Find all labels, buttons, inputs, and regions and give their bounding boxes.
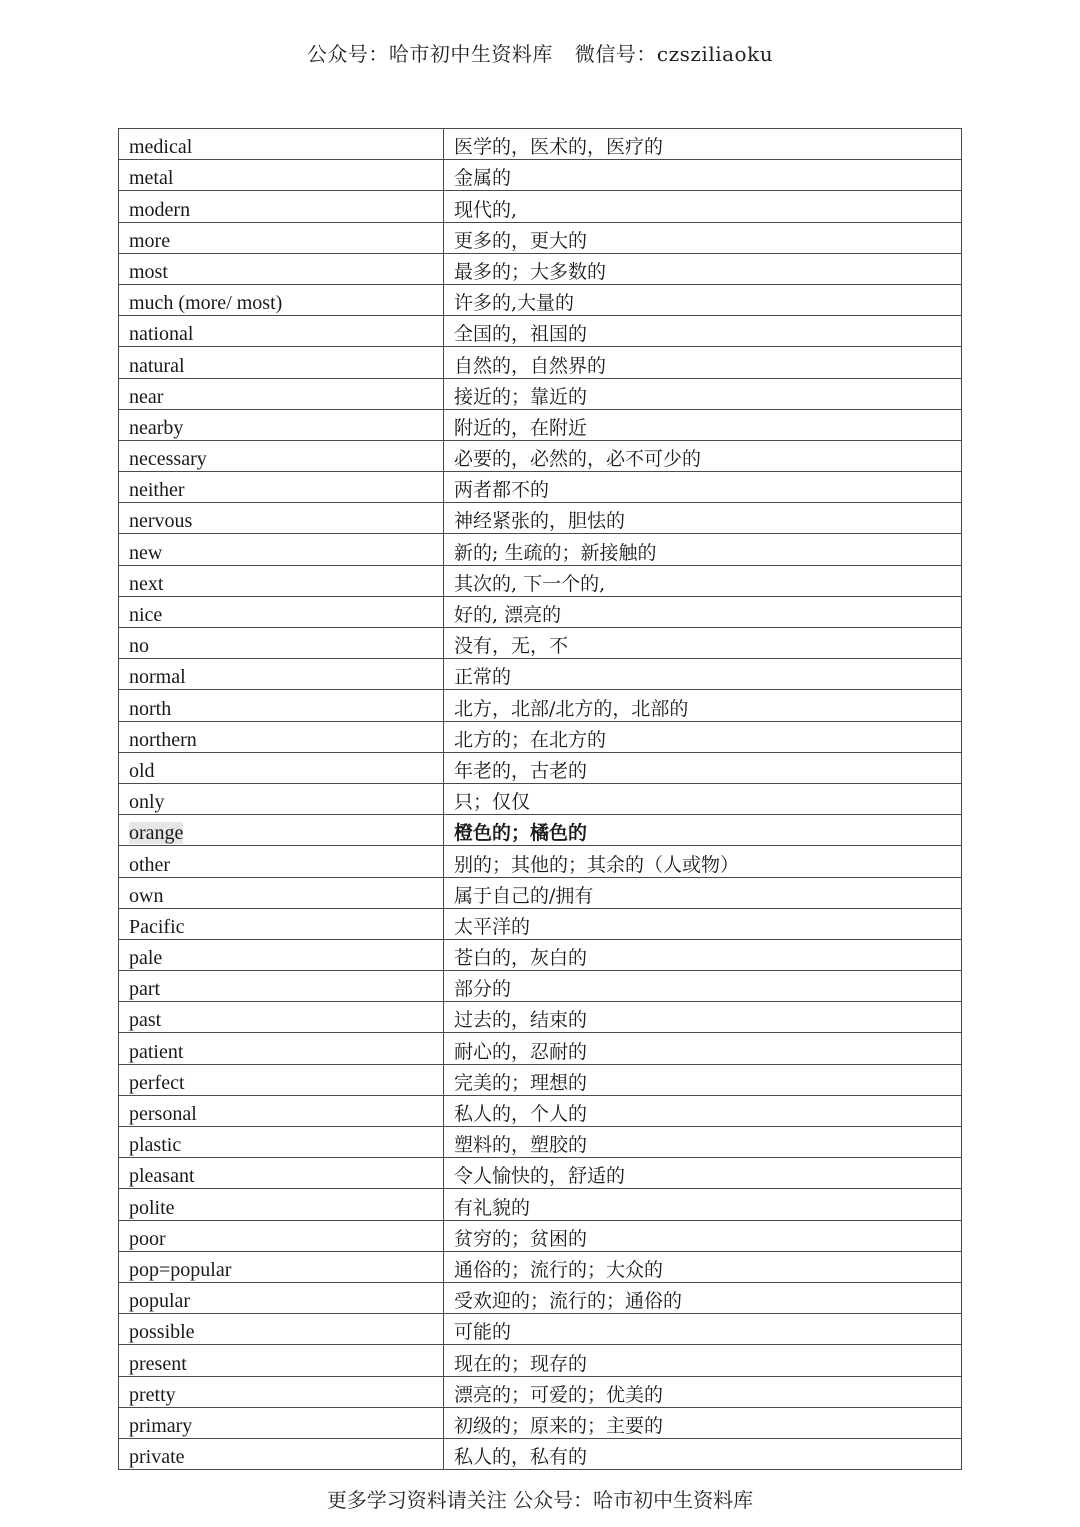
table-row: [119, 1314, 962, 1345]
page-header: [0, 38, 1080, 67]
table-row: [119, 1438, 962, 1469]
english-word: primary: [129, 1414, 193, 1437]
table-row: [119, 1095, 962, 1126]
chinese-meaning: 完美的；理想的: [454, 1071, 588, 1094]
chinese-meaning: 部分的: [454, 978, 512, 1001]
page-footer: [0, 1484, 1080, 1513]
table-row: [119, 628, 962, 659]
chinese-meaning: 现代的,: [454, 198, 518, 221]
chinese-meaning-cell: [444, 783, 962, 814]
english-word: old: [129, 759, 155, 782]
english-word-cell: [119, 846, 444, 877]
chinese-meaning: 只；仅仅: [454, 791, 531, 814]
chinese-meaning: 必要的，必然的，必不可少的: [454, 448, 702, 471]
english-word: polite: [129, 1196, 175, 1219]
english-word: pale: [129, 947, 163, 970]
english-word-cell: [119, 1220, 444, 1251]
chinese-meaning-cell: [444, 659, 962, 690]
chinese-meaning: 贫穷的；贫困的: [454, 1227, 588, 1250]
chinese-meaning-cell: [444, 815, 962, 846]
english-word-cell: [119, 1314, 444, 1345]
chinese-meaning-cell: [444, 752, 962, 783]
table-row: [119, 1158, 962, 1189]
table-row: [119, 1251, 962, 1282]
english-word: near: [129, 385, 164, 408]
chinese-meaning: 私人的，私有的: [454, 1446, 588, 1469]
english-word: part: [129, 978, 161, 1001]
table-row: [119, 877, 962, 908]
table-row: [119, 440, 962, 471]
english-word-cell: [119, 1127, 444, 1158]
header-account-name: 公众号：哈市初中生资料库: [306, 42, 553, 66]
chinese-meaning: 神经紧张的，胆怯的: [454, 510, 626, 533]
english-word-cell: [119, 908, 444, 939]
chinese-meaning: 现在的；现存的: [454, 1352, 588, 1375]
english-word-cell: [119, 534, 444, 565]
english-word-cell: [119, 222, 444, 253]
english-word-cell: [119, 1438, 444, 1469]
chinese-meaning-cell: [444, 690, 962, 721]
english-word-cell: [119, 939, 444, 970]
chinese-meaning: 最多的；大多数的: [454, 260, 607, 283]
chinese-meaning-cell: [444, 1407, 962, 1438]
chinese-meaning-cell: [444, 409, 962, 440]
english-word: modern: [129, 198, 191, 221]
chinese-meaning: 许多的,大量的: [454, 292, 575, 315]
english-word: possible: [129, 1321, 195, 1344]
table-row: [119, 1220, 962, 1251]
chinese-meaning-cell: [444, 1438, 962, 1469]
table-row: [119, 971, 962, 1002]
table-row: [119, 378, 962, 409]
english-word: more: [129, 229, 171, 252]
chinese-meaning: 属于自己的/拥有: [454, 884, 594, 907]
english-word: most: [129, 260, 168, 283]
chinese-meaning-cell: [444, 596, 962, 627]
english-word-cell: [119, 440, 444, 471]
english-word-cell: [119, 971, 444, 1002]
table-row: [119, 908, 962, 939]
chinese-meaning: 正常的: [454, 666, 512, 689]
english-word-cell: [119, 284, 444, 315]
english-word-cell: [119, 409, 444, 440]
table-row: [119, 1345, 962, 1376]
chinese-meaning: 初级的；原来的；主要的: [454, 1414, 664, 1437]
english-word: poor: [129, 1227, 166, 1250]
chinese-meaning: 医学的，医术的，医疗的: [454, 136, 664, 159]
table-row: [119, 534, 962, 565]
english-word: medical: [129, 136, 193, 159]
english-word: nearby: [129, 416, 184, 439]
english-word-cell: [119, 378, 444, 409]
table-row: [119, 596, 962, 627]
chinese-meaning-cell: [444, 534, 962, 565]
chinese-meaning-cell: [444, 440, 962, 471]
table-row: [119, 222, 962, 253]
chinese-meaning-cell: [444, 565, 962, 596]
english-word-cell: [119, 347, 444, 378]
chinese-meaning: 苍白的，灰白的: [454, 947, 588, 970]
chinese-meaning-cell: [444, 316, 962, 347]
english-word: past: [129, 1009, 162, 1032]
english-word-cell: [119, 1033, 444, 1064]
table-row: [119, 815, 962, 846]
table-row: [119, 503, 962, 534]
english-word: patient: [129, 1040, 184, 1063]
english-word-cell: [119, 628, 444, 659]
chinese-meaning: 自然的，自然界的: [454, 354, 607, 377]
english-word: other: [129, 853, 171, 876]
english-word: pop=popular: [129, 1258, 232, 1281]
chinese-meaning-cell: [444, 160, 962, 191]
chinese-meaning: 更多的，更大的: [454, 229, 588, 252]
english-word: private: [129, 1446, 185, 1469]
chinese-meaning: 别的；其他的；其余的（人或物）: [454, 853, 740, 876]
chinese-meaning-cell: [444, 1033, 962, 1064]
english-word: own: [129, 884, 164, 907]
english-word-cell: [119, 160, 444, 191]
english-word-cell: [119, 1002, 444, 1033]
chinese-meaning-cell: [444, 1158, 962, 1189]
chinese-meaning-cell: [444, 1127, 962, 1158]
chinese-meaning: 令人愉快的，舒适的: [454, 1165, 626, 1188]
chinese-meaning-cell: [444, 129, 962, 160]
english-word-cell: [119, 565, 444, 596]
chinese-meaning-cell: [444, 1189, 962, 1220]
english-word-cell: [119, 783, 444, 814]
table-row: [119, 565, 962, 596]
chinese-meaning-cell: [444, 253, 962, 284]
english-word: nervous: [129, 510, 193, 533]
table-row: [119, 347, 962, 378]
english-word: pleasant: [129, 1165, 195, 1188]
chinese-meaning: 太平洋的: [454, 915, 531, 938]
english-word: personal: [129, 1103, 197, 1125]
chinese-meaning: 私人的，个人的: [454, 1103, 588, 1125]
english-word: metal: [129, 167, 174, 190]
table-row: [119, 783, 962, 814]
chinese-meaning-cell: [444, 472, 962, 503]
english-word: new: [129, 541, 163, 564]
chinese-meaning: 可能的: [454, 1321, 512, 1344]
chinese-meaning-cell: [444, 1345, 962, 1376]
table-row: [119, 1033, 962, 1064]
english-word-cell: [119, 191, 444, 222]
table-row: [119, 472, 962, 503]
english-word-cell: [119, 129, 444, 160]
chinese-meaning: 好的, 漂亮的: [454, 604, 562, 626]
chinese-meaning: 全国的，祖国的: [454, 323, 588, 346]
chinese-meaning-cell: [444, 1251, 962, 1282]
chinese-meaning-cell: [444, 1376, 962, 1407]
chinese-meaning: 塑料的，塑胶的: [454, 1134, 588, 1157]
chinese-meaning: 附近的，在附近: [454, 416, 588, 439]
table-row: [119, 846, 962, 877]
table-row: [119, 1282, 962, 1313]
english-word: plastic: [129, 1134, 182, 1157]
english-word-cell: [119, 659, 444, 690]
english-word-cell: [119, 877, 444, 908]
english-word: Pacific: [129, 915, 185, 938]
english-word: popular: [129, 1290, 191, 1313]
table-row: [119, 1189, 962, 1220]
english-word-cell: [119, 1376, 444, 1407]
chinese-meaning: 受欢迎的；流行的；通俗的: [454, 1290, 683, 1313]
table-row: [119, 160, 962, 191]
english-word: north: [129, 697, 172, 720]
chinese-meaning: 金属的: [454, 167, 512, 190]
chinese-meaning-cell: [444, 1064, 962, 1095]
footer-text: 更多学习资料请关注 公众号：哈市初中生资料库: [326, 1488, 754, 1512]
chinese-meaning-cell: [444, 347, 962, 378]
english-word: next: [129, 572, 164, 595]
english-word: national: [129, 323, 194, 346]
english-word-cell: [119, 253, 444, 284]
chinese-meaning: 通俗的；流行的；大众的: [454, 1258, 664, 1281]
table-row: [119, 1002, 962, 1033]
chinese-meaning-cell: [444, 721, 962, 752]
chinese-meaning-cell: [444, 284, 962, 315]
table-row: [119, 1127, 962, 1158]
chinese-meaning: 橙色的；橘色的: [454, 822, 588, 845]
chinese-meaning: 有礼貌的: [454, 1196, 531, 1219]
english-word: natural: [129, 354, 185, 377]
table-row: [119, 1064, 962, 1095]
table-row: [119, 721, 962, 752]
english-word-cell: [119, 1189, 444, 1220]
header-wechat-id: 微信号：czsziliaoku: [574, 42, 774, 66]
english-word: perfect: [129, 1071, 185, 1094]
english-word: nice: [129, 604, 163, 626]
english-word: orange: [129, 822, 184, 845]
table-row: [119, 690, 962, 721]
table-row: [119, 129, 962, 160]
chinese-meaning: 漂亮的；可爱的；优美的: [454, 1383, 664, 1406]
table-row: [119, 939, 962, 970]
table-row: [119, 191, 962, 222]
chinese-meaning: 其次的, 下一个的,: [454, 572, 606, 595]
english-word: present: [129, 1352, 187, 1375]
english-word-cell: [119, 503, 444, 534]
english-word: necessary: [129, 448, 207, 471]
chinese-meaning: 新的; 生疏的；新接触的: [454, 541, 657, 564]
chinese-meaning-cell: [444, 877, 962, 908]
chinese-meaning: 年老的，古老的: [454, 759, 588, 782]
english-word: northern: [129, 728, 197, 751]
chinese-meaning: 北方的；在北方的: [454, 728, 607, 751]
english-word: only: [129, 791, 165, 814]
chinese-meaning-cell: [444, 1095, 962, 1126]
chinese-meaning-cell: [444, 222, 962, 253]
english-word-cell: [119, 1095, 444, 1126]
chinese-meaning-cell: [444, 1282, 962, 1313]
table-row: [119, 1376, 962, 1407]
english-word-cell: [119, 721, 444, 752]
table-row: [119, 253, 962, 284]
english-word: much (more/ most): [129, 292, 283, 315]
chinese-meaning: 耐心的，忍耐的: [454, 1040, 588, 1063]
english-word-cell: [119, 472, 444, 503]
english-word-cell: [119, 815, 444, 846]
chinese-meaning-cell: [444, 628, 962, 659]
chinese-meaning-cell: [444, 1002, 962, 1033]
english-word-cell: [119, 316, 444, 347]
chinese-meaning-cell: [444, 939, 962, 970]
table-row: [119, 752, 962, 783]
english-word: pretty: [129, 1383, 176, 1406]
table-row: [119, 1407, 962, 1438]
english-word-cell: [119, 1345, 444, 1376]
chinese-meaning-cell: [444, 503, 962, 534]
english-word: neither: [129, 479, 185, 502]
vocabulary-table: [118, 128, 962, 1470]
chinese-meaning-cell: [444, 846, 962, 877]
chinese-meaning-cell: [444, 378, 962, 409]
english-word-cell: [119, 1158, 444, 1189]
table-row: [119, 284, 962, 315]
english-word: no: [129, 635, 149, 658]
table-row: [119, 316, 962, 347]
english-word: normal: [129, 666, 186, 689]
chinese-meaning-cell: [444, 1314, 962, 1345]
english-word-cell: [119, 690, 444, 721]
chinese-meaning: 两者都不的: [454, 479, 550, 502]
english-word-cell: [119, 1251, 444, 1282]
chinese-meaning: 没有，无，不: [454, 635, 569, 658]
english-word-cell: [119, 1064, 444, 1095]
chinese-meaning: 接近的；靠近的: [454, 385, 588, 408]
chinese-meaning-cell: [444, 908, 962, 939]
vocabulary-table-body: [119, 129, 962, 1470]
chinese-meaning-cell: [444, 971, 962, 1002]
english-word-cell: [119, 596, 444, 627]
english-word-cell: [119, 1282, 444, 1313]
chinese-meaning-cell: [444, 191, 962, 222]
chinese-meaning: 北方，北部/北方的，北部的: [454, 697, 689, 720]
chinese-meaning: 过去的，结束的: [454, 1009, 588, 1032]
chinese-meaning-cell: [444, 1220, 962, 1251]
table-row: [119, 409, 962, 440]
english-word-cell: [119, 1407, 444, 1438]
table-row: [119, 659, 962, 690]
english-word-cell: [119, 752, 444, 783]
